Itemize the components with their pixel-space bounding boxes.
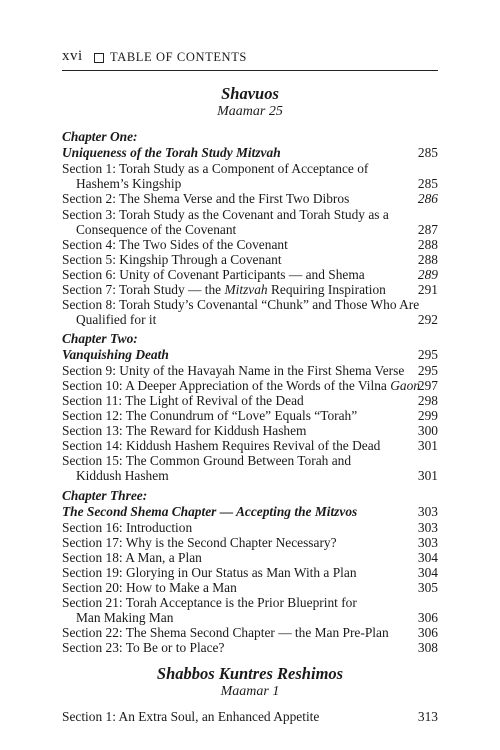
- page-ref: 301: [417, 438, 438, 453]
- page-ref: 288: [417, 252, 438, 267]
- page-ref: 295: [417, 347, 438, 362]
- toc-entry[interactable]: Section 1: An Extra Soul, an Enhanced Appetite 313: [62, 709, 438, 724]
- page-ref: 313: [417, 709, 438, 724]
- toc-entry[interactable]: Section 7: Torah Study — the Mitzvah Requiring Inspiration 291: [62, 282, 438, 297]
- toc-entry[interactable]: Section 15: The Common Ground Between Torah and: [62, 453, 352, 468]
- toc-entry[interactable]: Section 8: Torah Study’s Covenantal “Chunk” and Those Who Are: [62, 297, 420, 312]
- toc-entry[interactable]: Section 2: The Shema Verse and the First Two Dibros 286: [62, 191, 438, 206]
- toc-entry[interactable]: Section 4: The Two Sides of the Covenant 288: [62, 237, 438, 252]
- chapter-title: The Second Shema Chapter — Accepting the Mitzvos: [62, 504, 358, 519]
- chapter-title-row[interactable]: [62, 503, 438, 520]
- toc-entry[interactable]: Section 23: To Be or to Place? 308: [62, 640, 438, 655]
- page-ref: 285: [417, 176, 438, 191]
- toc-entry[interactable]: Section 16: Introduction 303: [62, 520, 438, 535]
- chapter-title-row[interactable]: [62, 144, 438, 161]
- page-ref: 303: [417, 504, 438, 519]
- page-ref: 297: [417, 378, 438, 393]
- toc-entry[interactable]: Section 11: The Light of Revival of the Dead 298: [62, 393, 438, 408]
- part-title: Shavuos: [221, 84, 279, 103]
- page-ref: 295: [417, 363, 438, 378]
- page-ref: 289: [417, 267, 438, 282]
- chapter-title: Vanquishing Death: [62, 347, 169, 362]
- toc-entry-continuation[interactable]: Consequence of the Covenant 287: [76, 222, 438, 237]
- toc-entry[interactable]: Section 1: Torah Study as a Component of Acceptance of: [62, 161, 369, 176]
- chapter-label: Chapter Three:: [62, 488, 148, 503]
- page-ref: 288: [417, 237, 438, 252]
- page-ref: 306: [417, 625, 438, 640]
- part-subtitle: Maamar 1: [220, 684, 280, 699]
- square-ornament-icon: [94, 53, 104, 63]
- page-ref: 291: [417, 282, 438, 297]
- toc-entry[interactable]: Section 22: The Shema Second Chapter — the Man Pre-Plan 306: [62, 625, 438, 640]
- part-subtitle: Maamar 25: [217, 104, 283, 119]
- chapter-label: Chapter One:: [62, 129, 138, 144]
- chapter-title: Uniqueness of the Torah Study Mitzvah: [62, 145, 281, 160]
- page-ref: 303: [417, 520, 438, 535]
- toc-entry[interactable]: Section 10: A Deeper Appreciation of the Words of the Vilna Gaon 297: [62, 378, 438, 393]
- toc-entry-continuation[interactable]: Kiddush Hashem 301: [76, 468, 438, 483]
- chapter-label: Chapter Two:: [62, 331, 138, 346]
- toc-entry-continuation[interactable]: Hashem’s Kingship 285: [76, 176, 438, 191]
- page-ref: 286: [417, 191, 438, 206]
- toc-entry-continuation[interactable]: Qualified for it 292: [76, 312, 438, 327]
- page-ref: 285: [417, 145, 438, 160]
- page-ref: 308: [417, 640, 438, 655]
- page-ref: 298: [417, 393, 438, 408]
- toc-entry[interactable]: Section 3: Torah Study as the Covenant and Torah Study as a: [62, 207, 389, 222]
- page-ref: 292: [417, 312, 438, 327]
- page-ref: 303: [417, 535, 438, 550]
- page-ref: 287: [417, 222, 438, 237]
- page-ref: 300: [417, 423, 438, 438]
- chapter-title-row[interactable]: [62, 346, 438, 363]
- toc-entry[interactable]: Section 19: Glorying in Our Status as Man With a Plan 304: [62, 565, 438, 580]
- running-header: [62, 42, 438, 71]
- toc-entry[interactable]: Section 17: Why is the Second Chapter Necessary? 303: [62, 535, 438, 550]
- page-ref: 304: [417, 565, 438, 580]
- toc-entry[interactable]: Section 12: The Conundrum of “Love” Equals “Torah” 299: [62, 408, 438, 423]
- toc-entry[interactable]: Section 20: How to Make a Man 305: [62, 580, 438, 595]
- toc-entry[interactable]: Section 6: Unity of Covenant Participants — and Shema 289: [62, 267, 438, 282]
- page-ref: 304: [417, 550, 438, 565]
- header-title: TABLE OF CONTENTS: [110, 50, 247, 64]
- toc-entry[interactable]: Section 18: A Man, a Plan 304: [62, 550, 438, 565]
- page-number: xvi: [62, 48, 83, 64]
- toc-entry[interactable]: Section 9: Unity of the Havayah Name in the First Shema Verse 295: [62, 363, 438, 378]
- page-ref: 299: [417, 408, 438, 423]
- toc-entry[interactable]: Section 5: Kingship Through a Covenant 288: [62, 252, 438, 267]
- toc-entry[interactable]: Section 13: The Reward for Kiddush Hashem 300: [62, 423, 438, 438]
- toc-entry[interactable]: Section 14: Kiddush Hashem Requires Revival of the Dead 301: [62, 438, 438, 453]
- part-title: Shabbos Kuntres Reshimos: [156, 664, 344, 683]
- page-ref: 301: [417, 468, 438, 483]
- toc-entry-continuation[interactable]: Man Making Man 306: [76, 610, 438, 625]
- page-ref: 306: [417, 610, 438, 625]
- toc-entry[interactable]: Section 21: Torah Acceptance is the Prior Blueprint for: [62, 595, 357, 610]
- page-ref: 305: [417, 580, 438, 595]
